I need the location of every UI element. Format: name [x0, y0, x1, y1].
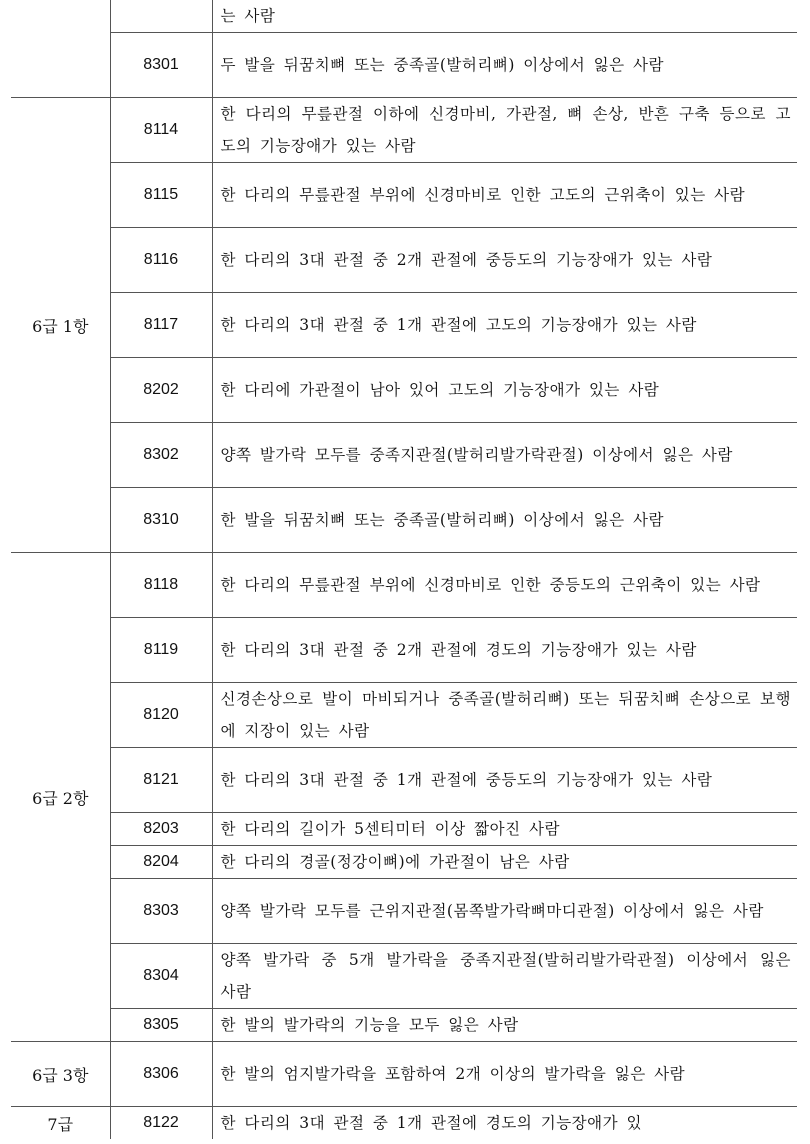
code-cell: 8119	[110, 618, 212, 683]
code-cell: 8118	[110, 553, 212, 618]
table-row	[11, 98, 797, 163]
table-row	[11, 813, 797, 846]
table-row	[11, 618, 797, 683]
description-cell: 한 다리의 3대 관절 중 1개 관절에 중등도의 기능장애가 있는 사람	[212, 748, 797, 813]
table-row	[11, 423, 797, 488]
table-row	[11, 163, 797, 228]
disability-grade-table	[11, 0, 797, 1139]
table-row	[11, 1042, 797, 1107]
table-row	[11, 879, 797, 944]
description-cell: 한 다리의 3대 관절 중 2개 관절에 중등도의 기능장애가 있는 사람	[212, 228, 797, 293]
code-cell: 8116	[110, 228, 212, 293]
code-cell: 8122	[110, 1107, 212, 1140]
grade-cell	[11, 0, 110, 98]
code-cell: 8304	[110, 944, 212, 1009]
description-cell: 는 사람	[212, 0, 797, 33]
code-cell: 8204	[110, 846, 212, 879]
code-cell: 8306	[110, 1042, 212, 1107]
description-cell: 양쪽 발가락 모두를 근위지관절(몸쪽발가락뼈마디관절) 이상에서 잃은 사람	[212, 879, 797, 944]
description-cell: 한 다리의 3대 관절 중 1개 관절에 경도의 기능장애가 있	[212, 1107, 797, 1140]
description-cell: 한 다리의 무릎관절 이하에 신경마비, 가관절, 뼈 손상, 반흔 구축 등으로 고도의 기능장애가 있는 사람	[212, 98, 797, 163]
table-row	[11, 553, 797, 618]
table-row	[11, 293, 797, 358]
code-cell: 8202	[110, 358, 212, 423]
description-cell: 한 다리에 가관절이 남아 있어 고도의 기능장애가 있는 사람	[212, 358, 797, 423]
table-row	[11, 944, 797, 1009]
code-cell	[110, 0, 212, 33]
code-cell: 8114	[110, 98, 212, 163]
description-cell: 한 다리의 경골(정강이뼈)에 가관절이 남은 사람	[212, 846, 797, 879]
table-row	[11, 0, 797, 33]
code-cell: 8301	[110, 33, 212, 98]
description-cell: 신경손상으로 발이 마비되거나 중족골(발허리뼈) 또는 뒤꿈치뼈 손상으로 보행에 지장이 있는 사람	[212, 683, 797, 748]
grade-cell: 6급 1항	[11, 98, 110, 553]
grade-cell: 7급	[11, 1107, 110, 1140]
table-row	[11, 1107, 797, 1140]
description-cell: 한 발을 뒤꿈치뼈 또는 중족골(발허리뼈) 이상에서 잃은 사람	[212, 488, 797, 553]
description-cell: 한 다리의 3대 관절 중 1개 관절에 고도의 기능장애가 있는 사람	[212, 293, 797, 358]
table-row	[11, 228, 797, 293]
table-row	[11, 846, 797, 879]
code-cell: 8121	[110, 748, 212, 813]
description-cell: 두 발을 뒤꿈치뼈 또는 중족골(발허리뼈) 이상에서 잃은 사람	[212, 33, 797, 98]
description-cell: 한 다리의 무릎관절 부위에 신경마비로 인한 중등도의 근위축이 있는 사람	[212, 553, 797, 618]
description-cell: 한 다리의 길이가 5센티미터 이상 짧아진 사람	[212, 813, 797, 846]
description-cell: 양쪽 발가락 모두를 중족지관절(발허리발가락관절) 이상에서 잃은 사람	[212, 423, 797, 488]
code-cell: 8303	[110, 879, 212, 944]
table-row	[11, 358, 797, 423]
grade-cell: 6급 3항	[11, 1042, 110, 1107]
description-cell: 한 발의 엄지발가락을 포함하여 2개 이상의 발가락을 잃은 사람	[212, 1042, 797, 1107]
table-row	[11, 748, 797, 813]
description-cell: 한 발의 발가락의 기능을 모두 잃은 사람	[212, 1009, 797, 1042]
code-cell: 8120	[110, 683, 212, 748]
code-cell: 8203	[110, 813, 212, 846]
description-cell: 한 다리의 무릎관절 부위에 신경마비로 인한 고도의 근위축이 있는 사람	[212, 163, 797, 228]
description-cell: 양쪽 발가락 중 5개 발가락을 중족지관절(발허리발가락관절) 이상에서 잃은 사람	[212, 944, 797, 1009]
grade-cell: 6급 2항	[11, 553, 110, 1042]
table-row	[11, 683, 797, 748]
description-cell: 한 다리의 3대 관절 중 2개 관절에 경도의 기능장애가 있는 사람	[212, 618, 797, 683]
code-cell: 8310	[110, 488, 212, 553]
code-cell: 8117	[110, 293, 212, 358]
code-cell: 8302	[110, 423, 212, 488]
table-row	[11, 33, 797, 98]
code-cell: 8305	[110, 1009, 212, 1042]
table-row	[11, 1009, 797, 1042]
table-row	[11, 488, 797, 553]
code-cell: 8115	[110, 163, 212, 228]
